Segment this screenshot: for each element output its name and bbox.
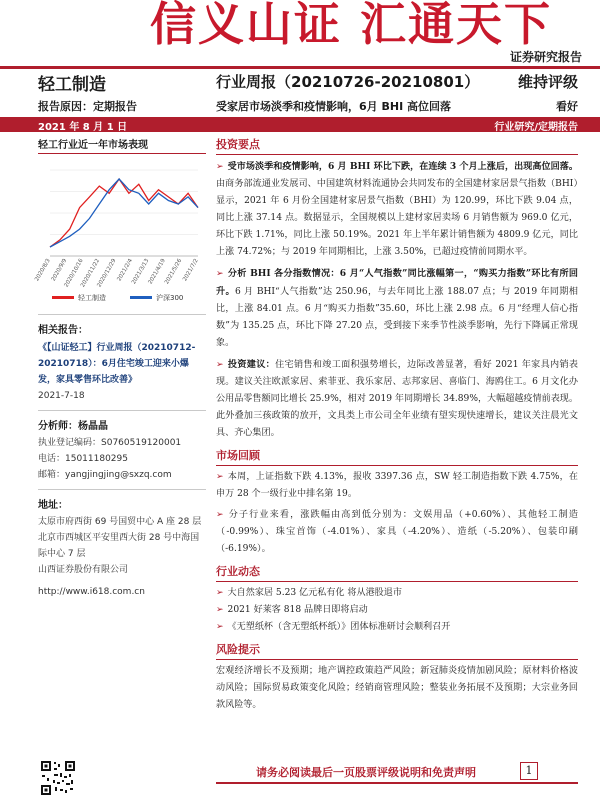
analyst-license: 执业登记编码：S0760519120001 [38,438,182,448]
arrow-icon: ➢ [216,162,224,172]
chart-legend-label: 沪深300 [156,294,184,302]
news-item[interactable]: ➢ 2021 好莱客 818 品牌日即将启动 [216,605,368,615]
invest-point-2: ➢ 分析 BHI 各分指数情况：6 月“人气指数”同比涨幅第一，“购买力指数”环比有所回升。6 月 BHI“人气指数”达 250.96，与去年同比上涨 188.07 点；与 2019 年同期相比，上涨 84.01 点。6 月“购买力指数”35.60，环比上涨 2.98 点。6 月“经理人信心指数”为 135.25 点，环比下降 27.20 点，受到接下来季节性淡季影响，先行下降属正常现象。 [216,268,578,348]
chart-legend-swatch [52,296,74,299]
market-point-1: ➢ 本周，上证指数下跌 4.13%，报收 3397.36 点，SW 轻工制造指数下跌 4.75%，在申万 28 个一级行业中排名第 19。 [216,472,578,499]
chart-x-tick-label: 2021/2/4 [116,258,134,283]
chart-svg [34,158,206,308]
report-title: 行业周报（20210726-20210801） [216,73,480,91]
chart-legend-label: 轻工制造 [78,294,106,302]
report-subtitle: 受家居市场淡季和疫情影响，6月 BHI 高位回落 [216,100,451,113]
sidebar [34,136,206,600]
related-date: 2021-7-18 [38,391,85,401]
address-beijing: 北京市西城区平安里西大街 28 号中海国际中心 7 层 [38,533,200,559]
invest-point-3: ➢ 投资建议：住宅销售和竣工面积强势增长，边际改善显著，看好 2021 年家具内销表现。建议关注欧派家居、索菲亚、我乐家居、志邦家居、喜临门、海鸥住工。6 月文化办公用品零售额同比增长 25.9%，相对 2019 年同期增长 34.89%，大幅超越疫情前表现。此外叠加三孩政策的放开，文具类上市公司全年业绩有望实现快速增长，建议关注晨光文具、齐心集团。 [216,359,578,438]
chart-x-tick-label: 2020/8/3 [34,258,52,283]
related-report-link[interactable]: 《【山证轻工】行业周报（20210712-20210718）：6月住宅竣工迎来小爆发，家具零售环比改善》 [38,343,196,385]
main-content [216,136,578,714]
doc-series: 证券研究报告 [509,50,582,64]
arrow-icon: ➢ [216,605,224,615]
chart-x-tick-label: 2020/9/9 [50,258,69,283]
sidebar-divider [38,314,206,315]
chart-x-tick-label: 2021/5/26 [163,258,184,286]
related-title: 相关报告： [38,325,88,336]
address-taiyuan: 太原市府西街 69 号国贸中心 A 座 28 层 [38,517,202,527]
disclaimer-link[interactable]: 请务必阅读最后一页股票评级说明和免责声明 [256,766,476,779]
chart-legend-swatch [130,296,152,299]
chart-x-tick-label: 2020/10/16 [63,258,85,289]
page-number: 1 [520,762,538,780]
header-rule [0,66,600,69]
rating-value: 看好 [556,100,578,113]
page-footer [0,760,600,800]
chart-x-tick-label: 2021/3/13 [131,258,151,286]
news-title: 行业动态 [216,563,578,582]
risk-title: 风险提示 [216,641,578,660]
rating-label: 维持评级 [517,73,578,91]
arrow-icon: ➢ [216,622,224,632]
arrow-icon: ➢ [216,588,224,598]
news-item[interactable]: ➢ 《无塑纸杯（含无塑纸杯纸）》团体标准研讨会顺利召开 [216,622,451,632]
chart-x-tick-label: 2021/7/2 [182,258,200,283]
risk-text: 宏观经济增长不及预期；地产调控政策趋严风险；新冠肺炎疫情加剧风险；原材料价格波动风险；国际贸易政策变化风险；经销商管理风险；整装业务拓展不及预期；大宗业务回款风险等。 [216,666,578,710]
invest-title: 投资要点 [216,136,578,155]
company-website[interactable]: http://www.i618.com.cn [38,587,145,597]
market-title: 市场回顾 [216,447,578,466]
header-banner [0,0,600,68]
chart-title: 轻工行业近一年市场表现 [38,136,206,154]
report-date: 2021 年 8 月 1 日 [38,122,128,133]
footer-rule [216,782,578,784]
arrow-icon: ➢ [216,360,224,370]
market-point-2: ➢ 分子行业来看，涨跌幅由高到低分别为：文娱用品（+0.60%）、其他轻工制造（-0.99%）、珠宝首饰（-4.01%）、家具（-4.20%）、造纸（-5.20%）、包装印刷（-6.19%）。 [216,510,578,554]
report-reason: 报告原因：定期报告 [38,100,137,113]
chart-x-tick-label: 2020/11/22 [80,258,102,289]
report-type: 行业研究/定期报告 [494,122,578,133]
arrow-icon: ➢ [216,510,224,520]
analyst-phone: 电话：15011180295 [38,454,128,464]
sidebar-divider [38,410,206,411]
news-item[interactable]: ➢ 大自然家居 5.23 亿元私有化 将从港股退市 [216,588,402,598]
date-bar [0,117,600,132]
market-chart [34,158,206,308]
qr-code-icon [40,760,76,796]
company-name: 山西证券股份有限公司 [38,565,129,575]
address-title: 地址： [38,500,68,511]
chart-x-tick-label: 2021/4/19 [147,258,167,286]
analyst-name: 分析师：杨晶晶 [38,421,108,432]
brand-slogan: 信义山证 汇通天下 [150,0,553,51]
chart-x-tick-label: 2020/12/29 [96,258,118,289]
arrow-icon: ➢ [216,472,224,482]
industry-name: 轻工制造 [38,75,106,95]
invest-point-1: ➢ 受市场淡季和疫情影响，6 月 BHI 环比下跌，在连续 3 个月上涨后，出现高位回落。由商务部流通业发展司、中国建筑材料流通协会共同发布的全国建材家居景气指数（BHI）显示，2021 年 6 月份全国建材家居景气指数（BHI）为 120.99，环比下跌 9.04 点，同比上涨 37.14 点。数据显示，全国规模以上建材家居卖场 6 月销售额为 969.0 亿元，环比下跌 1.71%，同比上涨 50.19%。2021 年上半年累计销售额为 4809.9 亿元，同比上涨 74.72%；与 2019 年同期相比，上涨 3.50%，已超过疫情前同期水平。 [216,161,578,257]
analyst-email[interactable]: 邮箱：yangjingjing@sxzq.com [38,470,172,480]
sidebar-divider [38,489,206,490]
arrow-icon: ➢ [216,269,224,279]
